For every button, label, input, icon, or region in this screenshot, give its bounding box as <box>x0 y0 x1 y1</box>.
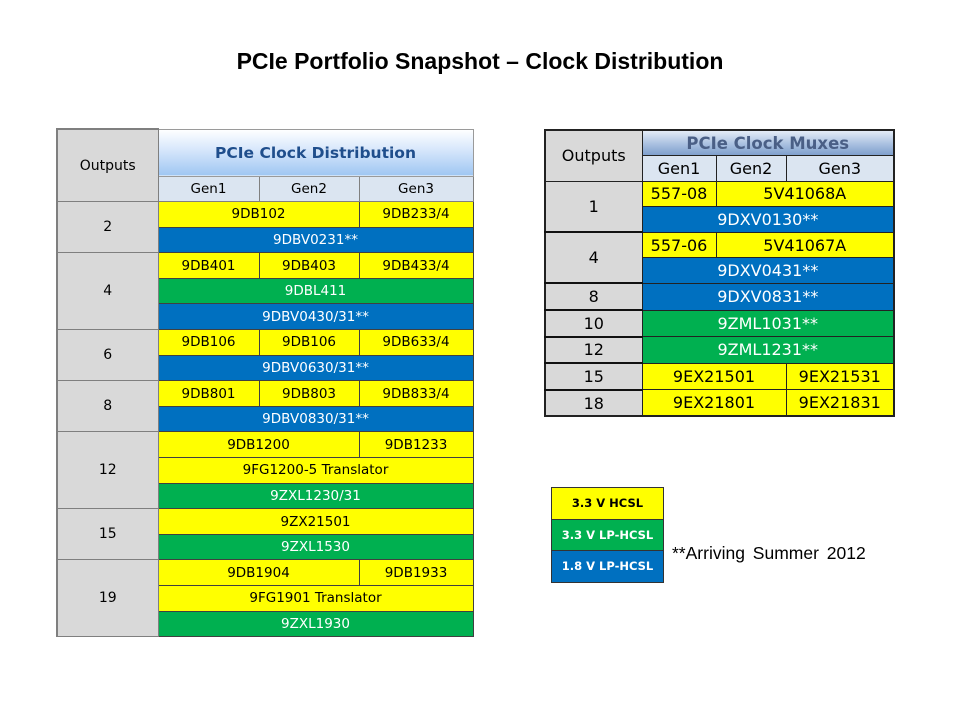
part-number-cell: 9DB1933 <box>359 560 473 586</box>
part-number-cell: 9DB833/4 <box>359 381 473 407</box>
outputs-cell: 6 <box>57 330 158 381</box>
part-number-cell: 9DBV0430/31** <box>158 304 473 330</box>
left-table-body <box>57 129 473 637</box>
gen1-header: Gen1 <box>158 176 259 202</box>
part-number-cell: 9ZXL1230/31 <box>158 483 473 509</box>
part-number-cell: 9DB233/4 <box>359 202 473 228</box>
table-row <box>57 253 473 279</box>
outputs-cell: 4 <box>545 232 642 283</box>
part-number-cell: 9DXV0831** <box>642 283 894 310</box>
part-number-cell: 9DB433/4 <box>359 253 473 279</box>
right-table-body <box>545 130 894 416</box>
outputs-cell: 8 <box>545 283 642 310</box>
part-number-cell: 9ZX21501 <box>158 509 473 535</box>
table-row <box>57 432 473 458</box>
legend-item <box>552 488 664 520</box>
part-number-cell: 557-06 <box>642 232 716 258</box>
part-number-cell: 9FG1901 Translator <box>158 586 473 612</box>
outputs-cell: 15 <box>57 509 158 560</box>
table-row <box>545 283 894 310</box>
part-number-cell: 9DB1200 <box>158 432 359 458</box>
part-number-cell: 9EX21831 <box>786 390 894 417</box>
part-number-cell: 9DB102 <box>158 202 359 228</box>
part-number-cell: 9DXV0431** <box>642 258 894 284</box>
table-row <box>57 381 473 407</box>
table-title: PCIe Clock Distribution <box>158 129 473 176</box>
part-number-cell: 9ZXL1930 <box>158 611 473 637</box>
part-number-cell: 9EX21801 <box>642 390 786 417</box>
part-number-cell: 9DB1233 <box>359 432 473 458</box>
table-row <box>57 509 473 535</box>
part-number-cell: 9ZML1231** <box>642 337 894 364</box>
part-number-cell: 9DB801 <box>158 381 259 407</box>
table-row <box>57 202 473 228</box>
part-number-cell: 9DBV0830/31** <box>158 406 473 432</box>
legend-3v3-hcsl: 3.3 V HCSL <box>552 488 664 520</box>
part-number-cell: 9DXV0130** <box>642 207 894 233</box>
table-row <box>545 390 894 417</box>
table-row <box>545 181 894 207</box>
gen2-header: Gen2 <box>716 156 786 182</box>
legend-1v8-lp-hcsl: 1.8 V LP-HCSL <box>552 551 664 583</box>
outputs-cell: 8 <box>57 381 158 432</box>
part-number-cell: 9ZML1031** <box>642 310 894 337</box>
table-row <box>545 363 894 390</box>
part-number-cell: 9DB633/4 <box>359 330 473 356</box>
legend-item <box>552 551 664 583</box>
part-number-cell: 9DB403 <box>259 253 359 279</box>
outputs-column-header: Outputs <box>57 129 158 202</box>
gen1-header: Gen1 <box>642 156 716 182</box>
gen3-header: Gen3 <box>786 156 894 182</box>
table-row <box>545 337 894 364</box>
table-header-row <box>57 129 473 176</box>
table-row <box>545 310 894 337</box>
part-number-cell: 9DB106 <box>158 330 259 356</box>
outputs-cell: 18 <box>545 390 642 417</box>
gen3-header: Gen3 <box>359 176 473 202</box>
outputs-column-header: Outputs <box>545 130 642 181</box>
arriving-note: **Arriving Summer 2012 <box>672 543 866 563</box>
gen2-header: Gen2 <box>259 176 359 202</box>
part-number-cell: 9DB1904 <box>158 560 359 586</box>
part-number-cell: 9EX21501 <box>642 363 786 390</box>
legend-item <box>552 519 664 551</box>
part-number-cell: 557-08 <box>642 181 716 207</box>
table-row <box>545 232 894 258</box>
voltage-legend <box>551 487 664 583</box>
outputs-cell: 2 <box>57 202 158 253</box>
part-number-cell: 9DBV0231** <box>158 227 473 253</box>
slide-title: PCIe Portfolio Snapshot – Clock Distribution <box>236 48 724 74</box>
table-title: PCIe Clock Muxes <box>642 130 894 156</box>
part-number-cell: 9DBL411 <box>158 278 473 304</box>
pcie-clock-muxes-table <box>544 129 895 417</box>
outputs-cell: 12 <box>545 337 642 364</box>
outputs-cell: 12 <box>57 432 158 509</box>
part-number-cell: 5V41067A <box>716 232 894 258</box>
part-number-cell: 5V41068A <box>716 181 894 207</box>
part-number-cell: 9DB401 <box>158 253 259 279</box>
outputs-cell: 19 <box>57 560 158 637</box>
outputs-cell: 15 <box>545 363 642 390</box>
outputs-cell: 1 <box>545 181 642 232</box>
part-number-cell: 9DB803 <box>259 381 359 407</box>
outputs-cell: 10 <box>545 310 642 337</box>
part-number-cell: 9ZXL1530 <box>158 534 473 560</box>
legend-3v3-lp-hcsl: 3.3 V LP-HCSL <box>552 519 664 551</box>
pcie-clock-distribution-table <box>56 128 474 637</box>
table-header-row <box>545 130 894 156</box>
outputs-cell: 4 <box>57 253 158 330</box>
part-number-cell: 9FG1200-5 Translator <box>158 458 473 484</box>
part-number-cell: 9DB106 <box>259 330 359 356</box>
part-number-cell: 9DBV0630/31** <box>158 355 473 381</box>
table-row <box>57 560 473 586</box>
part-number-cell: 9EX21531 <box>786 363 894 390</box>
table-row <box>57 330 473 356</box>
